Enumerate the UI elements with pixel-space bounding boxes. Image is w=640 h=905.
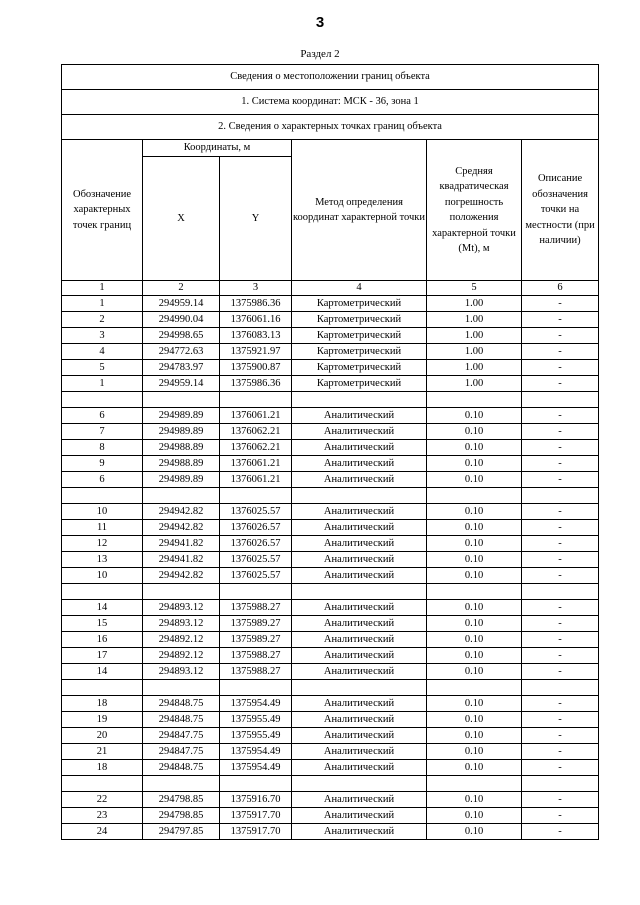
y-coordinate-cell: 1375986.36 [220,296,292,312]
empty-cell [143,392,220,408]
description-cell: - [522,344,599,360]
point-number-cell: 13 [62,552,143,568]
group-separator-row [62,392,599,408]
description-cell: - [522,536,599,552]
point-number-cell: 6 [62,408,143,424]
empty-cell [220,680,292,696]
error-cell: 0.10 [427,408,522,424]
empty-cell [427,680,522,696]
x-coordinate-cell: 294989.89 [143,472,220,488]
description-cell: - [522,568,599,584]
table-row [62,360,599,376]
x-coordinate-cell: 294893.12 [143,616,220,632]
description-cell: - [522,376,599,392]
error-cell: 0.10 [427,424,522,440]
point-number-cell: 17 [62,648,143,664]
table-row [62,648,599,664]
empty-cell [522,776,599,792]
point-number-cell: 3 [62,328,143,344]
x-coordinate-cell: 294942.82 [143,504,220,520]
page-number: 3 [315,14,325,31]
y-coordinate-cell: 1375986.36 [220,376,292,392]
error-cell: 0.10 [427,552,522,568]
table-row [62,824,599,840]
y-coordinate-cell: 1376026.57 [220,520,292,536]
method-cell: Картометрический [292,344,427,360]
x-coordinate-cell: 294847.75 [143,728,220,744]
error-cell: 0.10 [427,616,522,632]
method-cell: Аналитический [292,424,427,440]
error-cell: 1.00 [427,312,522,328]
empty-cell [143,680,220,696]
header-x: X [143,157,220,281]
method-cell: Аналитический [292,632,427,648]
error-cell: 1.00 [427,376,522,392]
empty-cell [143,776,220,792]
method-cell: Аналитический [292,728,427,744]
column-number-row [62,281,599,296]
error-cell: 0.10 [427,792,522,808]
empty-cell [220,776,292,792]
description-cell: - [522,648,599,664]
y-coordinate-cell: 1375916.70 [220,792,292,808]
table-row [62,296,599,312]
x-coordinate-cell: 294990.04 [143,312,220,328]
y-coordinate-cell: 1375989.27 [220,616,292,632]
table-row [62,504,599,520]
method-cell: Аналитический [292,824,427,840]
table-row [62,632,599,648]
point-number-cell: 19 [62,712,143,728]
column-number: 4 [292,281,427,296]
x-coordinate-cell: 294959.14 [143,296,220,312]
empty-cell [62,488,143,504]
x-coordinate-cell: 294798.85 [143,808,220,824]
empty-cell [427,776,522,792]
point-number-cell: 22 [62,792,143,808]
table-row [62,552,599,568]
point-number-cell: 16 [62,632,143,648]
method-cell: Аналитический [292,696,427,712]
description-cell: - [522,552,599,568]
description-cell: - [522,760,599,776]
error-cell: 0.10 [427,760,522,776]
empty-cell [427,488,522,504]
description-cell: - [522,520,599,536]
point-number-cell: 9 [62,456,143,472]
point-number-cell: 14 [62,664,143,680]
x-coordinate-cell: 294941.82 [143,536,220,552]
description-cell: - [522,296,599,312]
empty-cell [62,584,143,600]
point-number-cell: 1 [62,376,143,392]
x-coordinate-cell: 294942.82 [143,568,220,584]
group-separator-row [62,680,599,696]
empty-cell [292,584,427,600]
method-cell: Аналитический [292,744,427,760]
empty-cell [62,680,143,696]
error-cell: 1.00 [427,344,522,360]
error-cell: 0.10 [427,632,522,648]
description-cell: - [522,312,599,328]
point-number-cell: 8 [62,440,143,456]
y-coordinate-cell: 1376061.21 [220,456,292,472]
empty-cell [522,680,599,696]
method-cell: Аналитический [292,600,427,616]
method-cell: Аналитический [292,536,427,552]
point-number-cell: 5 [62,360,143,376]
coord-system: 1. Система координат: МСК - 36, зона 1 [62,90,599,115]
method-cell: Аналитический [292,568,427,584]
y-coordinate-cell: 1376025.57 [220,552,292,568]
table-row [62,344,599,360]
y-coordinate-cell: 1375988.27 [220,600,292,616]
empty-cell [292,488,427,504]
column-number: 1 [62,281,143,296]
error-cell: 1.00 [427,360,522,376]
table-title: Сведения о местоположении границ объекта [62,65,599,90]
y-coordinate-cell: 1376025.57 [220,568,292,584]
point-number-cell: 14 [62,600,143,616]
x-coordinate-cell: 294848.75 [143,696,220,712]
y-coordinate-cell: 1375954.49 [220,760,292,776]
point-number-cell: 18 [62,696,143,712]
empty-cell [292,680,427,696]
table-row [62,456,599,472]
y-coordinate-cell: 1375988.27 [220,664,292,680]
x-coordinate-cell: 294941.82 [143,552,220,568]
description-cell: - [522,728,599,744]
description-cell: - [522,664,599,680]
x-coordinate-cell: 294988.89 [143,440,220,456]
error-cell: 0.10 [427,712,522,728]
method-cell: Картометрический [292,296,427,312]
x-coordinate-cell: 294848.75 [143,760,220,776]
description-cell: - [522,408,599,424]
error-cell: 1.00 [427,296,522,312]
method-cell: Картометрический [292,360,427,376]
description-cell: - [522,328,599,344]
table-row [62,472,599,488]
empty-cell [427,392,522,408]
table-row [62,520,599,536]
description-cell: - [522,616,599,632]
point-number-cell: 2 [62,312,143,328]
x-coordinate-cell: 294798.85 [143,792,220,808]
method-cell: Аналитический [292,472,427,488]
description-cell: - [522,600,599,616]
empty-cell [522,488,599,504]
x-coordinate-cell: 294942.82 [143,520,220,536]
y-coordinate-cell: 1376061.16 [220,312,292,328]
description-cell: - [522,808,599,824]
table-row [62,536,599,552]
point-number-cell: 20 [62,728,143,744]
x-coordinate-cell: 294797.85 [143,824,220,840]
description-cell: - [522,792,599,808]
empty-cell [220,392,292,408]
y-coordinate-cell: 1376083.13 [220,328,292,344]
method-cell: Аналитический [292,712,427,728]
description-cell: - [522,504,599,520]
group-separator-row [62,776,599,792]
method-cell: Аналитический [292,456,427,472]
description-cell: - [522,424,599,440]
method-cell: Аналитический [292,648,427,664]
method-cell: Аналитический [292,792,427,808]
error-cell: 0.10 [427,744,522,760]
y-coordinate-cell: 1376061.21 [220,408,292,424]
method-cell: Картометрический [292,376,427,392]
error-cell: 0.10 [427,504,522,520]
table-row [62,744,599,760]
empty-cell [292,776,427,792]
description-cell: - [522,440,599,456]
point-number-cell: 6 [62,472,143,488]
point-number-cell: 10 [62,568,143,584]
y-coordinate-cell: 1375917.70 [220,808,292,824]
description-cell: - [522,632,599,648]
point-number-cell: 24 [62,824,143,840]
empty-cell [427,584,522,600]
x-coordinate-cell: 294847.75 [143,744,220,760]
error-cell: 0.10 [427,664,522,680]
empty-cell [220,488,292,504]
x-coordinate-cell: 294893.12 [143,600,220,616]
column-number: 5 [427,281,522,296]
empty-cell [292,392,427,408]
method-cell: Аналитический [292,808,427,824]
point-number-cell: 1 [62,296,143,312]
section-label: Раздел 2 [300,48,340,60]
method-cell: Аналитический [292,408,427,424]
x-coordinate-cell: 294959.14 [143,376,220,392]
table-row [62,712,599,728]
empty-cell [522,584,599,600]
y-coordinate-cell: 1375955.49 [220,712,292,728]
table-row [62,808,599,824]
empty-cell [62,392,143,408]
y-coordinate-cell: 1375954.49 [220,696,292,712]
error-cell: 0.10 [427,696,522,712]
x-coordinate-cell: 294988.89 [143,456,220,472]
table-row [62,728,599,744]
table-row [62,424,599,440]
y-coordinate-cell: 1376026.57 [220,536,292,552]
method-cell: Аналитический [292,504,427,520]
y-coordinate-cell: 1375955.49 [220,728,292,744]
y-coordinate-cell: 1376025.57 [220,504,292,520]
boundary-points-table [61,64,599,840]
description-cell: - [522,696,599,712]
table-row [62,312,599,328]
header-description: Описание обозначения точки на местности (при наличии) [522,140,599,281]
error-cell: 0.10 [427,520,522,536]
x-coordinate-cell: 294998.65 [143,328,220,344]
table-row [62,664,599,680]
x-coordinate-cell: 294772.63 [143,344,220,360]
empty-cell [220,584,292,600]
description-cell: - [522,360,599,376]
table-row [62,328,599,344]
y-coordinate-cell: 1376062.21 [220,440,292,456]
point-number-cell: 11 [62,520,143,536]
method-cell: Аналитический [292,520,427,536]
error-cell: 0.10 [427,472,522,488]
empty-cell [143,488,220,504]
y-coordinate-cell: 1376061.21 [220,472,292,488]
method-cell: Аналитический [292,760,427,776]
y-coordinate-cell: 1375989.27 [220,632,292,648]
points-caption: 2. Сведения о характерных точках границ объекта [62,115,599,140]
point-number-cell: 18 [62,760,143,776]
error-cell: 0.10 [427,568,522,584]
table-row [62,616,599,632]
error-cell: 0.10 [427,440,522,456]
error-cell: 0.10 [427,728,522,744]
table-row [62,600,599,616]
x-coordinate-cell: 294848.75 [143,712,220,728]
description-cell: - [522,712,599,728]
header-error: Средняя квадратическая погрешность положения характерной точки (Mt), м [427,140,522,281]
y-coordinate-cell: 1375917.70 [220,824,292,840]
error-cell: 0.10 [427,536,522,552]
x-coordinate-cell: 294893.12 [143,664,220,680]
point-number-cell: 7 [62,424,143,440]
empty-cell [143,584,220,600]
error-cell: 0.10 [427,600,522,616]
point-number-cell: 23 [62,808,143,824]
x-coordinate-cell: 294892.12 [143,632,220,648]
description-cell: - [522,744,599,760]
header-coords-group: Координаты, м [143,140,292,157]
point-number-cell: 10 [62,504,143,520]
table-row [62,792,599,808]
error-cell: 0.10 [427,824,522,840]
y-coordinate-cell: 1375954.49 [220,744,292,760]
point-number-cell: 12 [62,536,143,552]
group-separator-row [62,488,599,504]
description-cell: - [522,824,599,840]
table-row [62,408,599,424]
method-cell: Аналитический [292,552,427,568]
table-row [62,568,599,584]
header-y: Y [220,157,292,281]
method-cell: Картометрический [292,312,427,328]
empty-cell [62,776,143,792]
y-coordinate-cell: 1375900.87 [220,360,292,376]
table-row [62,760,599,776]
column-number: 6 [522,281,599,296]
x-coordinate-cell: 294989.89 [143,408,220,424]
table-row [62,696,599,712]
header-method: Метод определения координат характерной точки [292,140,427,281]
error-cell: 1.00 [427,328,522,344]
column-number: 3 [220,281,292,296]
x-coordinate-cell: 294989.89 [143,424,220,440]
error-cell: 0.10 [427,808,522,824]
group-separator-row [62,584,599,600]
method-cell: Картометрический [292,328,427,344]
point-number-cell: 21 [62,744,143,760]
method-cell: Аналитический [292,664,427,680]
error-cell: 0.10 [427,456,522,472]
y-coordinate-cell: 1375921.97 [220,344,292,360]
header-designation: Обозначение характерных точек границ [62,140,143,281]
x-coordinate-cell: 294783.97 [143,360,220,376]
column-number: 2 [143,281,220,296]
y-coordinate-cell: 1375988.27 [220,648,292,664]
x-coordinate-cell: 294892.12 [143,648,220,664]
description-cell: - [522,472,599,488]
y-coordinate-cell: 1376062.21 [220,424,292,440]
method-cell: Аналитический [292,616,427,632]
table-row [62,376,599,392]
table-row [62,440,599,456]
method-cell: Аналитический [292,440,427,456]
description-cell: - [522,456,599,472]
point-number-cell: 4 [62,344,143,360]
point-number-cell: 15 [62,616,143,632]
empty-cell [522,392,599,408]
error-cell: 0.10 [427,648,522,664]
